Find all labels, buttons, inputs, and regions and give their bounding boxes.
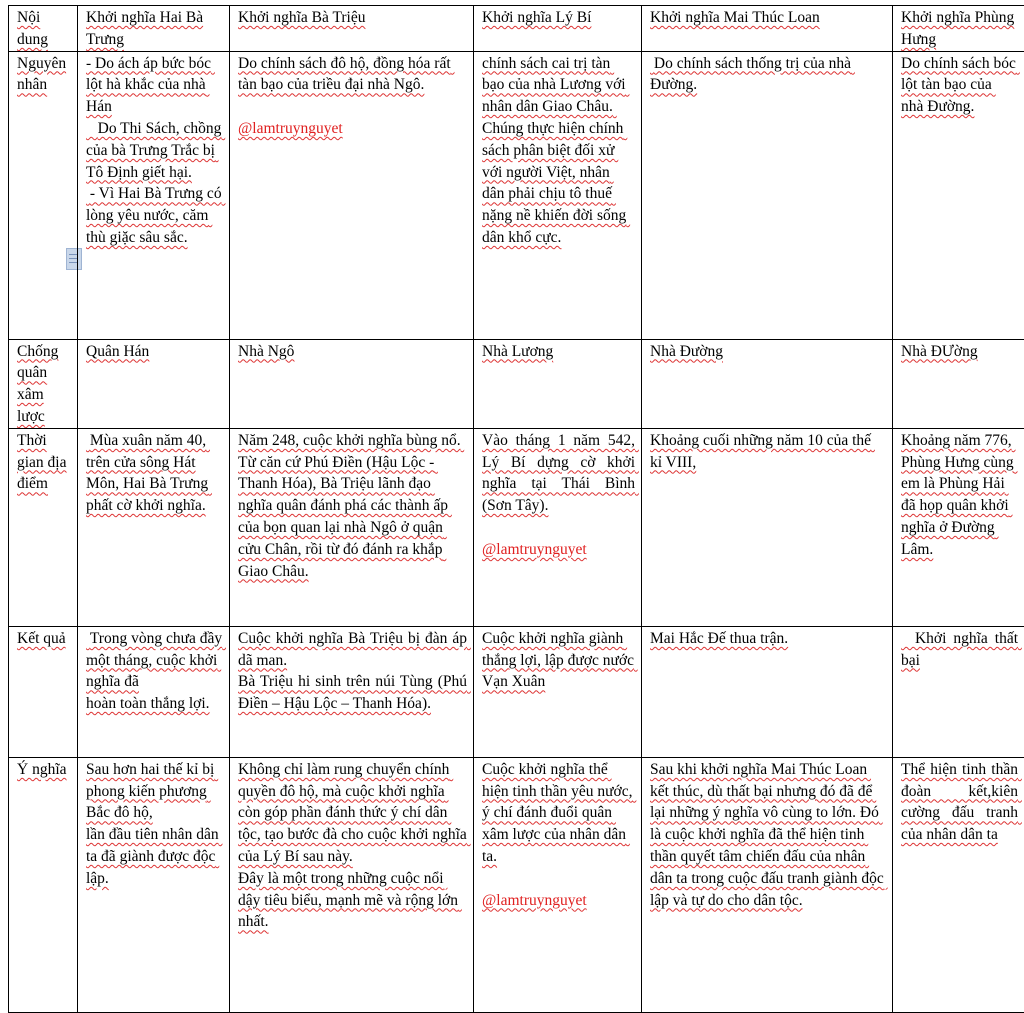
history-table: [8, 5, 1024, 1013]
header-cell: Nội dung: [9, 6, 78, 52]
table-cell: Cuộc khởi nghĩa thể hiện tinh thần yêu nước, ý chí đánh đuổi quân xâm lược của nhân dân ta. @lamtruynguyet: [474, 757, 642, 1012]
header-cell: Khởi nghĩa Mai Thúc Loan: [642, 6, 893, 52]
row-ket-qua: [9, 626, 1024, 757]
watermark-tag: @lamtruynguyet: [482, 539, 635, 561]
table-cell: Do chính sách bóc lột tàn bạo của nhà Đường.: [893, 51, 1024, 339]
header-row: [9, 6, 1024, 52]
table-cell: Khởi nghĩa thất bại: [893, 626, 1024, 757]
table-cell: - Do ách áp bức bóc lột hà khắc của nhà Hán Do Thi Sách, chồng của bà Trưng Trắc bị Tô Định giết hại. - Vì Hai Bà Trưng có lòng yêu nước, căm thù giặc sâu sắc.: [78, 51, 230, 339]
header-cell: Khởi nghĩa Bà Triệu: [230, 6, 474, 52]
table-cell: Sau hơn hai thế kỉ bị phong kiến phương Bắc đô hộ, lần đầu tiên nhân dân ta đã giành được độc lập.: [78, 757, 230, 1012]
table-cell: Thể hiện tinh thần đoàn kết,kiên cường đấu tranh của nhân dân ta: [893, 757, 1024, 1012]
table-cell: Nhà Lương: [474, 339, 642, 428]
row-label: Nguyên nhân: [9, 51, 78, 339]
table-cell: chính sách cai trị tàn bạo của nhà Lương với nhân dân Giao Châu. Chúng thực hiện chính sách phân biệt đối xử với người Việt, nhân dân phải chịu tô thuế nặng nề khiến đời sống dân khổ cực.: [474, 51, 642, 339]
watermark-tag: @lamtruynguyet: [238, 118, 467, 140]
row-label: Chống quân xâm lược: [9, 339, 78, 428]
table-cell: Năm 248, cuộc khởi nghĩa bùng nổ. Từ căn cứ Phú Điền (Hậu Lộc - Thanh Hóa), Bà Triệu lãnh đạo nghĩa quân đánh phá các thành ấp của bọn quan lại nhà Ngô ở quận cửu Chân, rồi từ đó đánh ra khắp Giao Châu.: [230, 428, 474, 626]
table-cell: Nhà ĐƯờng: [893, 339, 1024, 428]
row-label: Kết quả: [9, 626, 78, 757]
table-cell: Quân Hán: [78, 339, 230, 428]
table-cell: Không chỉ làm rung chuyển chính quyền đô hộ, mà cuộc khởi nghĩa còn góp phần đánh thức ý chí dân tộc, tạo bước đà cho cuộc khởi nghĩa của Lý Bí sau này. Đây là một trong những cuộc nổi dậy tiêu biểu, mạnh mẽ và rộng lớn nhất.: [230, 757, 474, 1012]
table-cell: Mùa xuân năm 40, trên cửa sông Hát Môn, Hai Bà Trưng phất cờ khởi nghĩa.: [78, 428, 230, 626]
row-label: Thời gian địa điểm: [9, 428, 78, 626]
row-thoi-gian: [9, 428, 1024, 626]
header-cell: Khởi nghĩa Lý Bí: [474, 6, 642, 52]
table-cell: Vào tháng 1 năm 542, Lý Bí dựng cờ khởi nghĩa tại Thái Bình (Sơn Tây). @lamtruynguyet: [474, 428, 642, 626]
table-cell: Khoảng năm 776, Phùng Hưng cùng em là Phùng Hải đã họp quân khởi nghĩa ở Đường Lâm.: [893, 428, 1024, 626]
table-cell: Trong vòng chưa đầy một tháng, cuộc khởi nghĩa đã hoàn toàn thắng lợi.: [78, 626, 230, 757]
row-label: Ý nghĩa: [9, 757, 78, 1012]
table-cell: Cuộc khởi nghĩa giành thắng lợi, lập được nước Vạn Xuân: [474, 626, 642, 757]
table-cell: Cuộc khởi nghĩa Bà Triệu bị đàn áp dã man. Bà Triệu hi sinh trên núi Tùng (Phú Điền – Hậu Lộc – Thanh Hóa).: [230, 626, 474, 757]
table-cell: Do chính sách đô hộ, đồng hóa rất tàn bạo của triều đại nhà Ngô. @lamtruynguyet: [230, 51, 474, 339]
table-cell: Nhà Đường: [642, 339, 893, 428]
table-cell: Nhà Ngô: [230, 339, 474, 428]
row-chong-quan: [9, 339, 1024, 428]
header-cell: Khởi nghĩa Phùng Hưng: [893, 6, 1024, 52]
table-cell: Mai Hắc Đế thua trận.: [642, 626, 893, 757]
table-cell: Khoảng cuối những năm 10 của thế kỉ VIII,: [642, 428, 893, 626]
header-cell: Khởi nghĩa Hai Bà Trưng: [78, 6, 230, 52]
table-cell: Sau khi khởi nghĩa Mai Thúc Loan kết thúc, dù thất bại nhưng đó đã để lại những ý nghĩa vô cùng to lớn. Đó là cuộc khởi nghĩa đã thể hiện tinh thần quyết tâm chiến đấu của nhân dân ta trong cuộc đấu tranh giành độc lập và tự do cho dân tộc.: [642, 757, 893, 1012]
table-cell: Do chính sách thống trị của nhà Đường.: [642, 51, 893, 339]
watermark-tag: @lamtruynguyet: [482, 890, 635, 912]
row-nguyen-nhan: [9, 51, 1024, 339]
row-y-nghia: [9, 757, 1024, 1012]
